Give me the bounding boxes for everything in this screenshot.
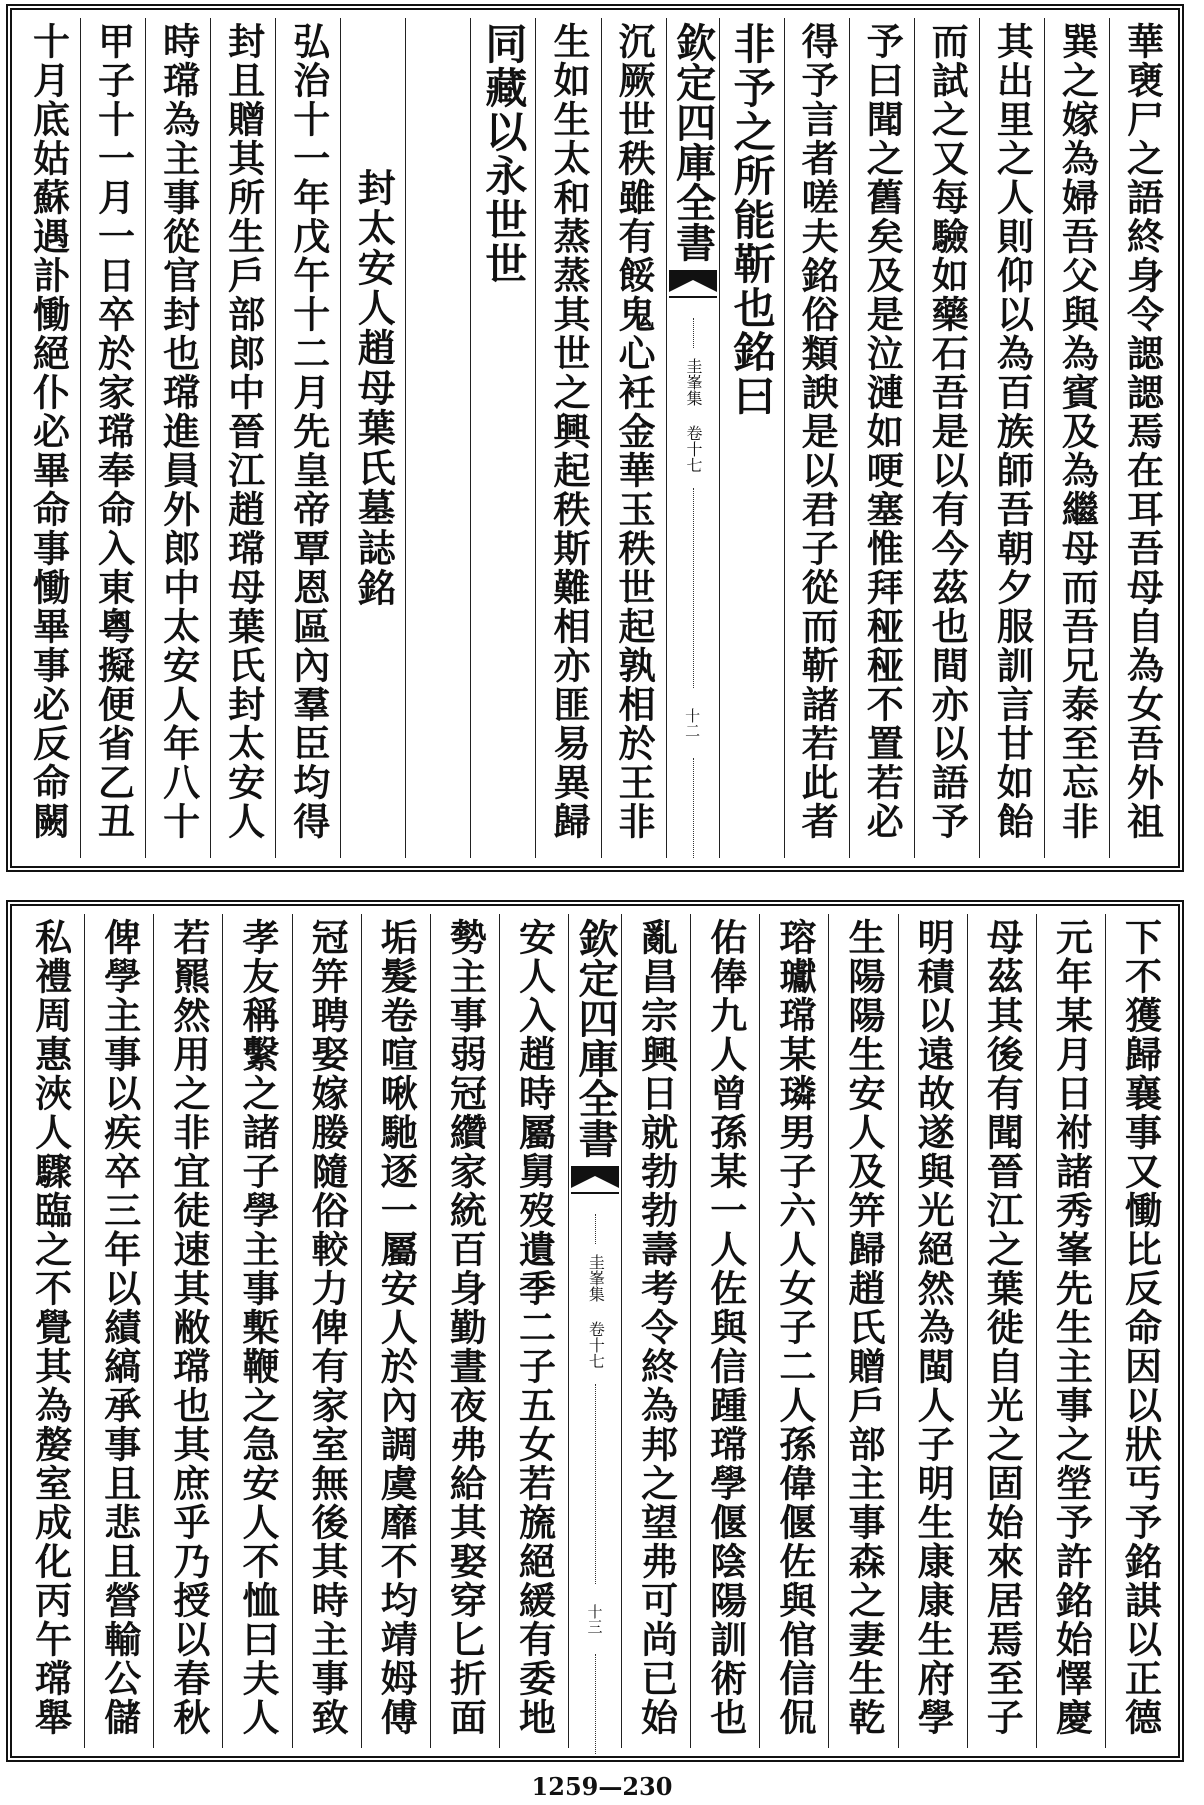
column-text: 予曰聞之舊矣及是泣漣如哽塞惟拜䅉䅉不置若必: [860, 22, 905, 841]
column-text: 安人入趙時屬舅歿遺季二子五女若旒絕緩有委地: [512, 918, 557, 1737]
column-text: 母茲其後有聞晉江之葉徙自光之固始來居焉至子: [980, 918, 1025, 1737]
text-column: [1109, 18, 1174, 858]
fish-tail-mark-icon: [669, 270, 717, 300]
gutter-line: [595, 1214, 596, 1244]
page-bottom: [6, 900, 1184, 1762]
column-text: 孝友稱繫之諸子學主事槧鞭之急安人不恤曰夫人: [235, 918, 280, 1737]
text-column: [16, 18, 80, 858]
volume-label: 圭峯集 卷十七: [586, 1254, 606, 1369]
text-column: [430, 914, 499, 1748]
gutter-line: [595, 1384, 596, 1584]
book-gutter: [666, 18, 719, 858]
gutter-line: [693, 318, 694, 348]
gutter-line: [693, 758, 694, 858]
text-column: [292, 914, 361, 1748]
column-text: 下不獲歸襄事又慟比反命因以狀丐予銘諆以正德: [1118, 918, 1163, 1737]
column-text: 同藏以永世世: [479, 22, 529, 286]
column-text: 非予之所能靳也銘曰: [727, 22, 777, 418]
text-column: [361, 914, 430, 1748]
column-text: 沉厥世秩雖有餒鬼心衽金華玉秩世起孰相於王非: [612, 22, 657, 841]
text-column: [849, 18, 914, 858]
column-text: 私禮周惠浹人驟臨之不覺其為嫠室成化丙午瑺舉: [28, 918, 73, 1737]
text-column: [16, 914, 84, 1748]
text-column: [1036, 914, 1105, 1748]
column-text: 時瑺為主事從官封也瑺進員外郎中太安人年八十: [156, 22, 201, 841]
column-text: 弘治十一年戊午十二月先皇帝覃恩區內羣臣均得: [286, 22, 331, 841]
text-column: [601, 18, 666, 858]
column-text: 亂昌宗興日就勃勃壽考令終為邦之望弗可尚已始: [634, 918, 679, 1737]
text-column: [719, 18, 784, 858]
column-text: 華褏尸之語終身令諰諰焉在耳吾母自為女吾外祖: [1120, 22, 1165, 841]
column-text: 明積以遠故遂與光絕然為閩人子明生康康生府學: [911, 918, 956, 1737]
text-column: [784, 18, 849, 858]
section-title: 封太安人趙母葉氏墓誌銘: [351, 168, 397, 608]
text-column: [153, 914, 222, 1748]
column-text: 甲子十一月一日卒於家瑺奉命入東粵擬便省乙丑: [91, 22, 136, 841]
text-column: [222, 914, 291, 1748]
text-column: [621, 914, 690, 1748]
text-column: [499, 914, 568, 1748]
column-text: 其出里之人則仰以為百族師吾朝夕服訓言甘如飴: [990, 22, 1035, 841]
column-text: 佑俸九人曾孫某一人佐與信踵瑺學偃陰陽訓術也: [703, 918, 748, 1737]
text-column: [898, 914, 967, 1748]
page-code: 1259—230: [531, 1772, 673, 1801]
text-column: [914, 18, 979, 858]
text-column: [1044, 18, 1109, 858]
text-column: [84, 914, 153, 1748]
text-column: [80, 18, 145, 858]
text-column: [405, 18, 470, 858]
page-top: [6, 4, 1184, 872]
column-text: 瑢瓛瑺某璘男子六人女子二人孫偉偃佐與倌信侃: [772, 918, 817, 1737]
column-text: 生如生太和蒸蒸其世之興起秩斯難相亦匪易異歸: [546, 22, 591, 841]
text-column: [535, 18, 600, 858]
leaf-number: 十三: [585, 1604, 604, 1634]
column-text: 冠笄聘娶嫁媵隨俗較力俾有家室無後其時主事致: [305, 918, 350, 1737]
book-gutter: [568, 914, 621, 1748]
text-column: [828, 914, 897, 1748]
column-text: 若羆然用之非宜徒速其敝瑺也其庶乎乃授以春秋: [166, 918, 211, 1737]
column-text: 生陽陽生安人及笄歸趙氏贈戶部主事森之妻生乾: [841, 918, 886, 1737]
text-column: [759, 914, 828, 1748]
text-column: [979, 18, 1044, 858]
column-text: 垢髮卷喧啾馳逐一屬安人於內調虞靡不均靖姆傅: [374, 918, 419, 1737]
text-column: [275, 18, 340, 858]
column-text: 得予言者嗟夫銘俗類諛是以君子從而靳諸若此者: [795, 22, 840, 841]
text-column: [690, 914, 759, 1748]
text-column: [470, 18, 535, 858]
text-column: [340, 18, 405, 858]
column-text: 勢主事弱冠纘家統百身勤晝夜弗給其娶穿匕折面: [443, 918, 488, 1737]
column-text: 封且贈其所生戶部郎中晉江趙瑺母葉氏封太安人: [221, 22, 266, 841]
text-column: [145, 18, 210, 858]
column-text: 十月底姑蘇遇訃慟絕仆必畢命事慟畢事必反命闕: [26, 22, 71, 841]
leaf-number: 十二: [683, 708, 702, 738]
text-column: [967, 914, 1036, 1748]
column-text: 俾學主事以疾卒三年以績縞承事且悲且營輸公儲: [97, 918, 142, 1737]
text-columns: [16, 914, 1174, 1748]
text-column: [1105, 914, 1174, 1748]
volume-label: 圭峯集 卷十七: [683, 358, 703, 473]
fish-tail-mark-icon: [571, 1166, 619, 1196]
gutter-line: [595, 1654, 596, 1754]
text-column: [210, 18, 275, 858]
book-title: 欽定四庫全書: [572, 918, 619, 1158]
book-title: 欽定四庫全書: [669, 22, 717, 262]
column-text: 元年某月日祔諸秀峯先生主事之塋予許銘始懌慶: [1049, 918, 1094, 1737]
gutter-line: [693, 488, 694, 688]
column-text: 巽之嫁為婦吾父與為賓及為繼母而吾兄泰至忘非: [1055, 22, 1100, 841]
column-text: 而試之又每驗如藥石吾是以有今茲也間亦以語予: [925, 22, 970, 841]
text-columns: [16, 18, 1174, 858]
